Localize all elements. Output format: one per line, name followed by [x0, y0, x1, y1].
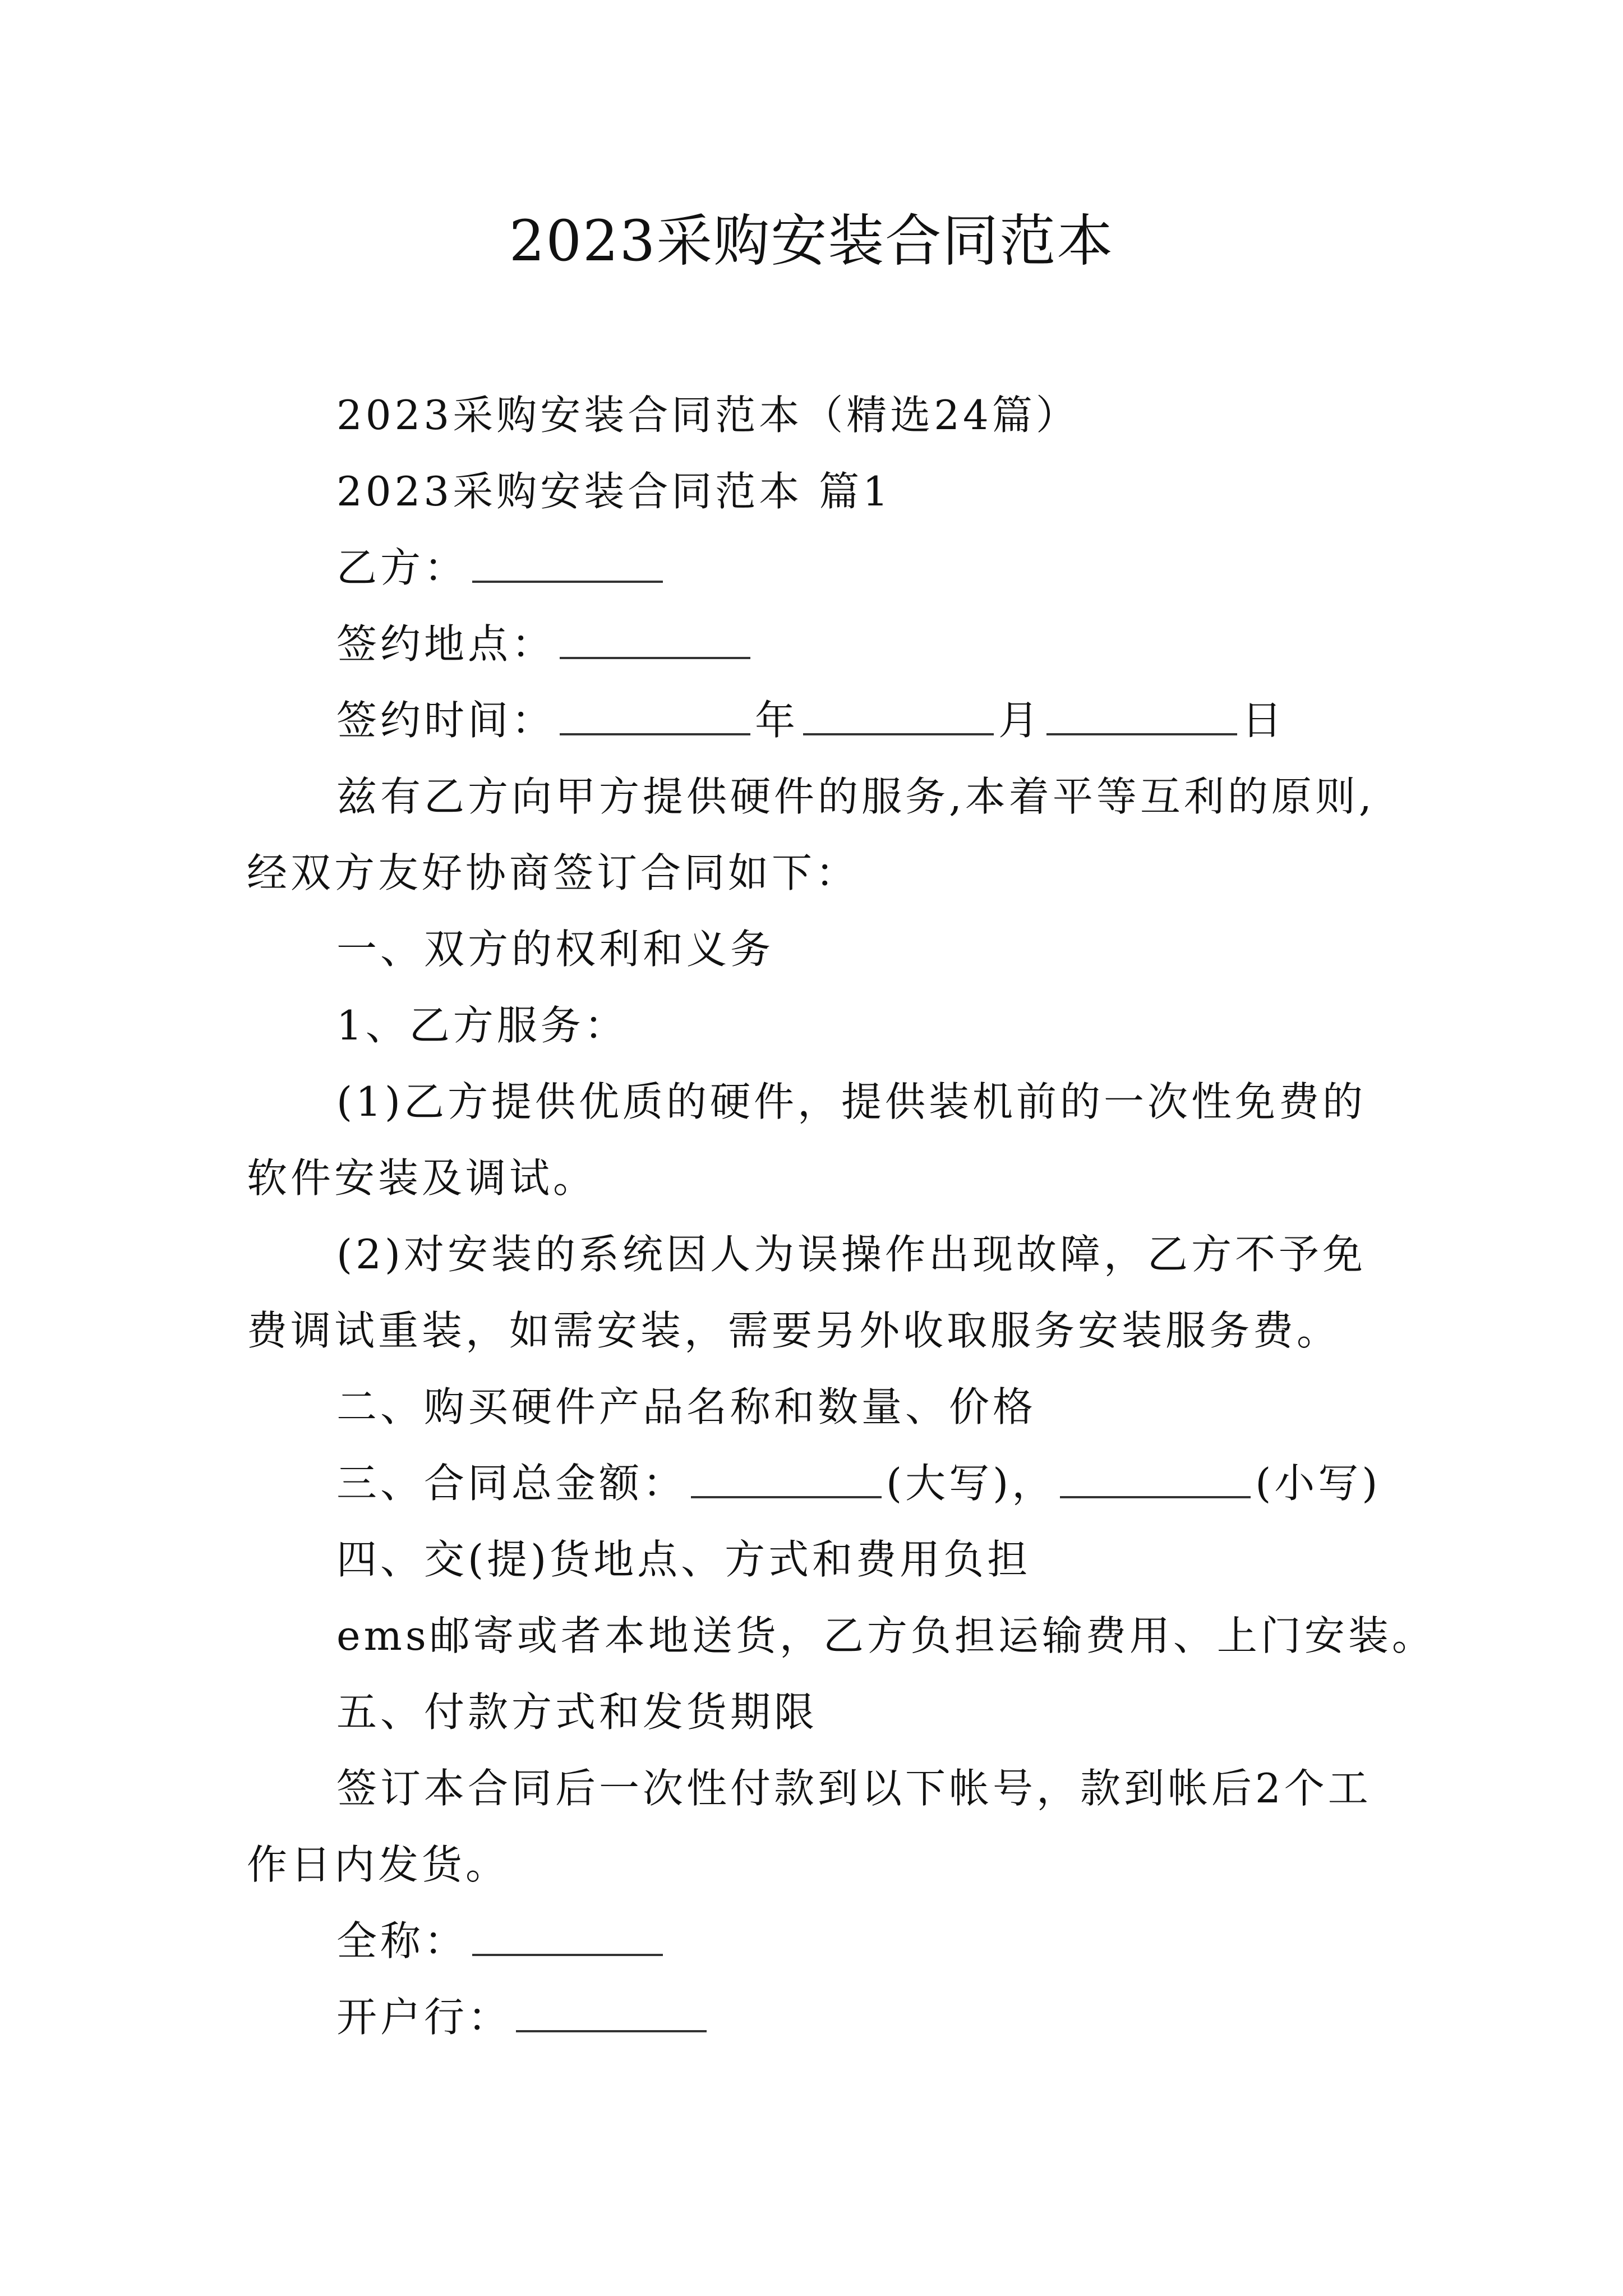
year-label: 年: [755, 697, 799, 744]
bank-label: 开户行：: [336, 1994, 512, 2041]
clause-item-continued: 软件安装及调试。: [247, 1154, 597, 1202]
month-label: 月: [998, 697, 1043, 744]
body-paragraph: ems邮寄或者本地送货，乙方负担运输费用、上门安装。: [336, 1612, 1436, 1659]
sign-time-label: 签约时间：: [336, 697, 556, 744]
clause-item-continued: 费调试重装，如需安装，需要另外收取服务安装服务费。: [247, 1307, 1341, 1354]
party-b-blank: [472, 581, 663, 583]
year-blank: [560, 733, 750, 735]
section-heading: 二、购买硬件产品名称和数量、价格: [336, 1383, 1037, 1430]
day-label: 日: [1242, 697, 1286, 744]
clause-item: (2)对安装的系统因人为误操作出现故障，乙方不予免: [336, 1231, 1366, 1278]
section-heading: 五、付款方式和发货期限: [336, 1688, 818, 1736]
bank-blank: [516, 2030, 707, 2032]
total-amount-line: [336, 1455, 1381, 1511]
body-paragraph: 签订本合同后一次性付款到以下帐号，款到帐后2个工: [336, 1765, 1372, 1812]
section-heading: 四、交(提)货地点、方式和费用负担: [336, 1536, 1031, 1583]
account-name-line: [336, 1913, 667, 1969]
amount-upper-blank: [691, 1496, 882, 1498]
clause-heading: 1、乙方服务：: [336, 1002, 628, 1049]
sign-place-blank: [560, 657, 750, 659]
subtitle-line: 2023采购安装合同范本（精选24篇）: [336, 392, 1080, 439]
body-paragraph: 经双方友好协商签订合同如下：: [247, 849, 860, 896]
bank-line: [336, 1989, 711, 2045]
amount-lower-blank: [1060, 1496, 1251, 1498]
party-b-label: 乙方：: [336, 544, 468, 591]
month-blank: [803, 733, 994, 735]
sign-place-label: 签约地点：: [336, 620, 556, 668]
amount-lower-label: (小写): [1255, 1460, 1381, 1507]
body-paragraph: 兹有乙方向甲方提供硬件的服务,本着平等互利的原则,: [336, 773, 1375, 820]
party-b-line: [336, 540, 667, 596]
section-heading: 一、双方的权利和义务: [336, 926, 774, 973]
sign-place-line: [336, 616, 755, 672]
document-title: 2023采购安装合同范本: [509, 208, 1114, 274]
sign-time-line: [336, 692, 1285, 748]
account-name-blank: [472, 1954, 663, 1956]
account-name-label: 全称：: [336, 1917, 468, 1964]
clause-item: (1)乙方提供优质的硬件，提供装机前的一次性免费的: [336, 1078, 1366, 1125]
total-amount-label: 三、合同总金额：: [336, 1460, 687, 1507]
section-heading-1: 2023采购安装合同范本 篇1: [336, 468, 892, 515]
day-blank: [1046, 733, 1237, 735]
amount-upper-label: (大写)，: [886, 1460, 1056, 1507]
body-paragraph: 作日内发货。: [247, 1841, 510, 1888]
